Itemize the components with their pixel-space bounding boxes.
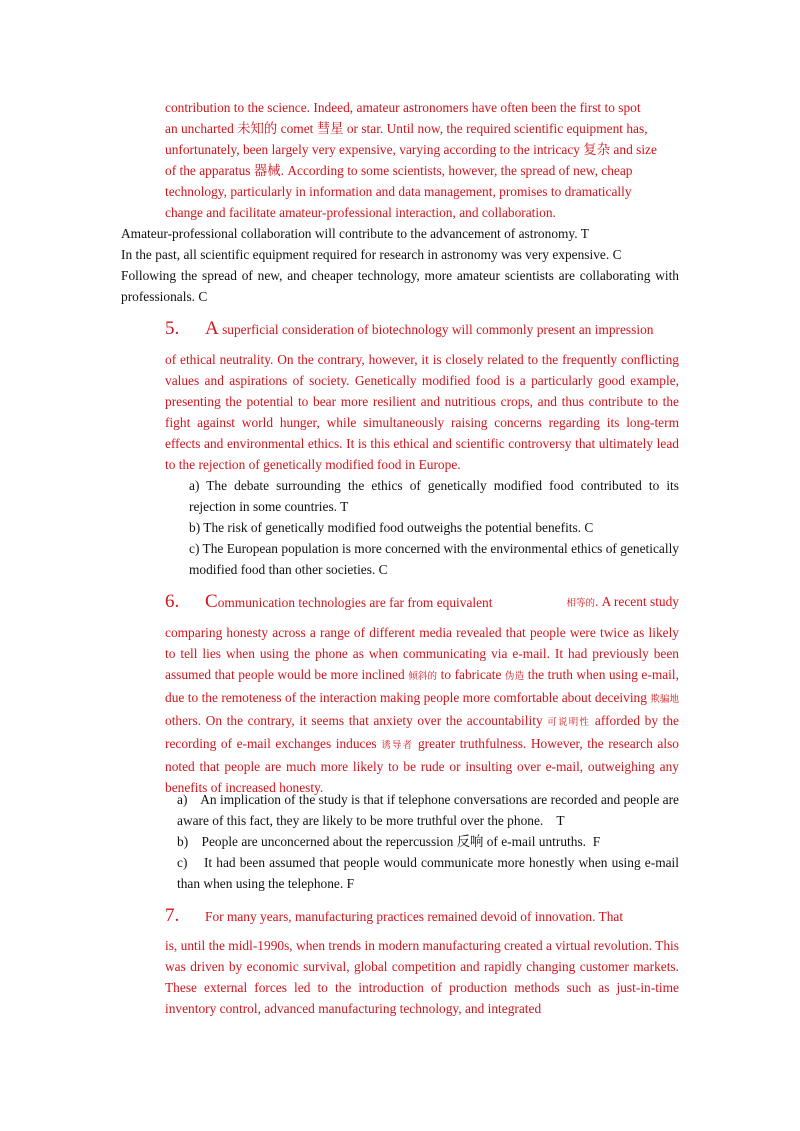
q6-text: to fabricate <box>437 667 505 682</box>
q7-first-line: For many years, manufacturing practices remained devoid of innovation. That <box>205 909 624 924</box>
passage4-line: change and facilitate amateur-professional interaction, and collaboration. <box>165 205 556 220</box>
answer-item: c) It had been assumed that people would communicate more honestly when using e-mail than when using the telephone. F <box>177 855 683 891</box>
answer-item: c) The European population is more concerned with the environmental ethics of genetically modified food than other societies. C <box>189 541 679 577</box>
q5-number: 5. <box>165 318 180 339</box>
passage4-statements <box>121 223 679 307</box>
q6-gloss: 倾斜的 <box>408 671 438 682</box>
q6-drop-letter: C <box>205 591 218 612</box>
q7-heading <box>165 905 679 927</box>
q5-drop-letter: A <box>205 318 219 339</box>
q6-gloss: 可说明性 <box>547 717 591 728</box>
q6-gloss: 伪造 <box>504 671 525 682</box>
statement: Amateur-professional collaboration will contribute to the advancement of astronomy. T <box>121 226 589 241</box>
answer-item: a) An implication of the study is that if telephone conversations are recorded and people are aware of this fact, they are likely to be more truthful over the phone. T <box>177 792 683 828</box>
answer-item: b) The risk of genetically modified food outweighs the potential benefits. C <box>189 520 594 535</box>
q6-answers <box>177 789 683 894</box>
q6-text: the truth when using e-mail, due to the remoteness of the interaction making people more comfortable about deceiving <box>165 667 679 705</box>
q7-passage: is, until the midl-1990s, when trends in modern manufacturing created a virtual revolution. This was driven by economic survival, global competition and rapidly changing customer markets. These external forces led to the introduction of production methods such as just-in-time inventory control, advanced manufacturing technology, and integrated <box>165 938 679 1016</box>
q5-passage: of ethical neutrality. On the contrary, however, it is closely related to the frequently conflicting values and aspirations of society. Genetically modified food is a particularly good example, presenting the potential to bear more resilient and nutritious crops, and thus contribute to the fight against world hunger, while simultaneously raising concerns regarding its long-term effects and environmental ethics. It is this ethical and scientific controversy that ultimately lead to the rejection of genetically modified food in Europe. <box>165 352 679 472</box>
q6-gloss: 相等的 <box>566 598 595 609</box>
q6-gloss: 诱导者 <box>381 740 414 751</box>
q6-first-line: ommunication technologies are far from equivalent <box>217 595 493 610</box>
q6-text: others. On the contrary, it seems that anxiety over the accountability <box>165 713 548 728</box>
answer-item: b) People are unconcerned about the repercussion 反响 of e-mail untruths. F <box>177 834 601 849</box>
q6-gloss: 欺骗地 <box>650 694 679 705</box>
passage4-line: contribution to the science. Indeed, amateur astronomers have often been the first to spot <box>165 100 641 115</box>
q6-heading <box>165 591 679 614</box>
passage4-line: of the apparatus 器械. According to some scientists, however, the spread of new, cheap <box>165 163 633 178</box>
statement: In the past, all scientific equipment required for research in astronomy was very expensive. C <box>121 247 622 262</box>
passage4-line: technology, particularly in information and data management, promises to dramatically <box>165 184 632 199</box>
q5-first-line: superficial consideration of biotechnology will commonly present an impression <box>218 322 654 337</box>
q5-heading <box>165 318 679 340</box>
q6-number: 6. <box>165 591 180 612</box>
q6-passage <box>165 622 679 798</box>
q6-text: afforded by the recording of e-mail exchanges induces <box>165 713 679 751</box>
q6-text: comparing honesty across a range of different media revealed that people were twice as likely to tell lies when using the phone as when communicating via e-mail. It had previously been assumed that people would be more inclined <box>165 625 679 682</box>
passage4-text <box>165 97 679 223</box>
passage4-line: an uncharted 未知的 comet 彗星 or star. Until now, the required scientific equipment has, <box>165 121 648 136</box>
answer-item: a) The debate surrounding the ethics of genetically modified food contributed to its rejection in some countries. T <box>189 478 679 514</box>
q7-number: 7. <box>165 905 180 926</box>
q6-text: greater truthfulness. However, the research also noted that people are much more likely to be rude or insulting over e-mail, outweighing any benefits of increased honesty. <box>165 736 679 795</box>
passage4-line: unfortunately, been largely very expensive, varying according to the intricacy 复杂 and size <box>165 142 657 157</box>
q5-answers <box>189 475 679 580</box>
q6-first-line-tail: . A recent study <box>594 594 679 609</box>
statement: Following the spread of new, and cheaper technology, more amateur scientists are collaborating with professionals. C <box>121 268 679 304</box>
